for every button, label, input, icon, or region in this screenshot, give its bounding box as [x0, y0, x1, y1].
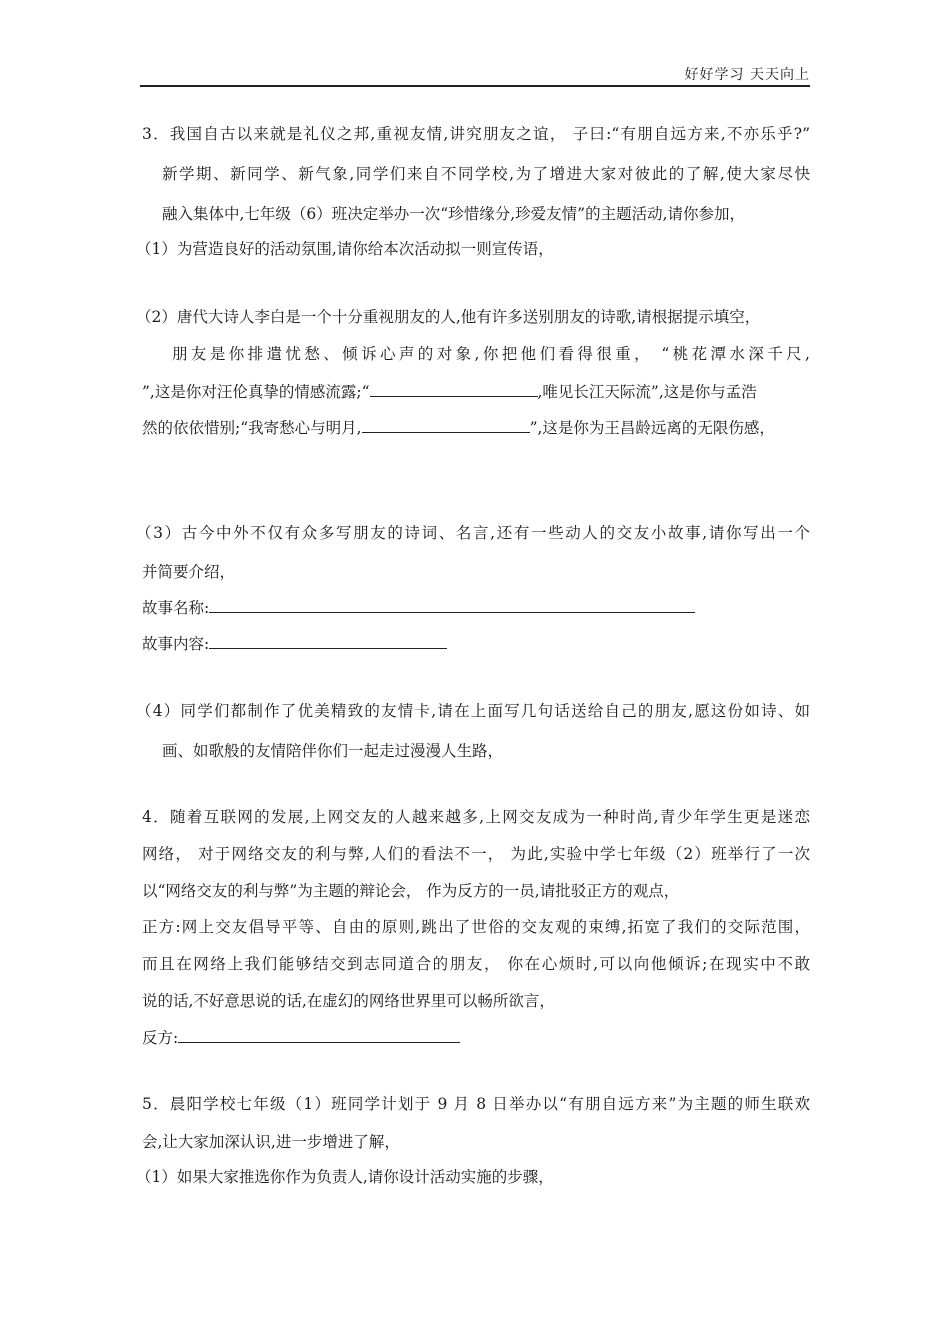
q3-part-2-line-4-start: 然的依依惜别;“我寄愁心与明月, [142, 419, 362, 437]
story-content-row [142, 632, 447, 655]
q4-line-4: 正方:网上交友倡导平等、自由的原则,跳出了世俗的交友观的束缚,拓宽了我们的交际范围， [142, 918, 810, 936]
q4-line-2: 网络， 对于网络交友的利与弊,人们的看法不一， 为此,实验中学七年级（2）班举行了一次 [142, 845, 810, 863]
header-divider [140, 85, 810, 87]
q3-part-2-line-2: 朋友是你排遣忧愁、倾诉心声的对象,你把他们看得很重， “桃花潭水深千尺, [172, 345, 810, 363]
story-name-blank[interactable] [209, 596, 695, 613]
q3-part-4-line-2: 画、如歌般的友情陪伴你们一起走过漫漫人生路， [162, 742, 504, 760]
story-content-blank[interactable] [209, 632, 447, 649]
q3-part-3-line-2: 并简要介绍， [142, 563, 236, 581]
rebuttal-row [142, 1026, 460, 1049]
story-name-label: 故事名称: [142, 599, 210, 617]
q3-line-2: 新学期、新同学、新气象,同学们来自不同学校,为了增进大家对彼此的了解,使大家尽快 [162, 165, 810, 183]
q4-line-6: 说的话,不好意思说的话,在虚幻的网络世界里可以畅所欲言， [142, 992, 555, 1010]
q4-line-3: 以“网络交友的利与弊”为主题的辩论会， 作为反方的一员,请批驳正方的观点， [142, 882, 680, 900]
q5-line-2: 会,让大家加深认识,进一步增进了解， [142, 1133, 400, 1151]
q3-part-2-line-1: （2）唐代大诗人李白是一个十分重视朋友的人,他有许多送别朋友的诗歌,请根据提示填空， [136, 308, 761, 326]
poem-blank-2[interactable] [362, 416, 530, 433]
q3-line-1: 3．我国自古以来就是礼仪之邦,重视友情,讲究朋友之谊， 子曰:“有朋自远方来,不亦乐乎?” [142, 125, 810, 143]
q5-part-1: （1）如果大家推选你作为负责人,请你设计活动实施的步骤， [136, 1168, 554, 1186]
q3-part-4-line-1: （4）同学们都制作了优美精致的友情卡,请在上面写几句话送给自己的朋友,愿这份如诗、如 [136, 702, 810, 720]
q3-part-1: （1）为营造良好的活动氛围,请你给本次活动拟一则宣传语， [136, 240, 554, 258]
q3-part-2-line-4 [142, 416, 775, 439]
q3-line-3: 融入集体中,七年级（6）班决定举办一次“珍惜缘分,珍爱友情”的主题活动,请你参加， [162, 205, 745, 223]
q4-line-1: 4．随着互联网的发展,上网交友的人越来越多,上网交友成为一种时尚,青少年学生更是迷恋 [142, 808, 810, 826]
q3-part-3-line-1: （3）古今中外不仅有众多写朋友的诗词、名言,还有一些动人的交友小故事,请你写出一个 [136, 524, 810, 542]
story-content-label: 故事内容: [142, 635, 210, 653]
page-header: 好好学习 天天向上 [684, 67, 810, 83]
q3-part-2-line-3 [142, 380, 757, 403]
q3-part-2-line-3-start: ”,这是你对汪伦真挚的情感流露;“ [142, 383, 370, 401]
q5-line-1: 5．晨阳学校七年级（1）班同学计划于 9 月 8 日举办以“有朋自远方来”为主题的师生联欢 [142, 1095, 810, 1113]
poem-blank-1[interactable] [370, 380, 538, 397]
rebuttal-label: 反方: [142, 1029, 179, 1047]
story-name-row [142, 596, 695, 619]
rebuttal-blank[interactable] [178, 1026, 460, 1043]
q3-part-2-line-4-end: ”,这是你为王昌龄远离的无限伤感， [529, 419, 775, 437]
q4-line-5: 而且在网络上我们能够结交到志同道合的朋友， 你在心烦时,可以向他倾诉;在现实中不敢 [142, 955, 810, 973]
q3-part-2-line-3-end: ,唯见长江天际流”,这是你与孟浩 [537, 383, 757, 401]
